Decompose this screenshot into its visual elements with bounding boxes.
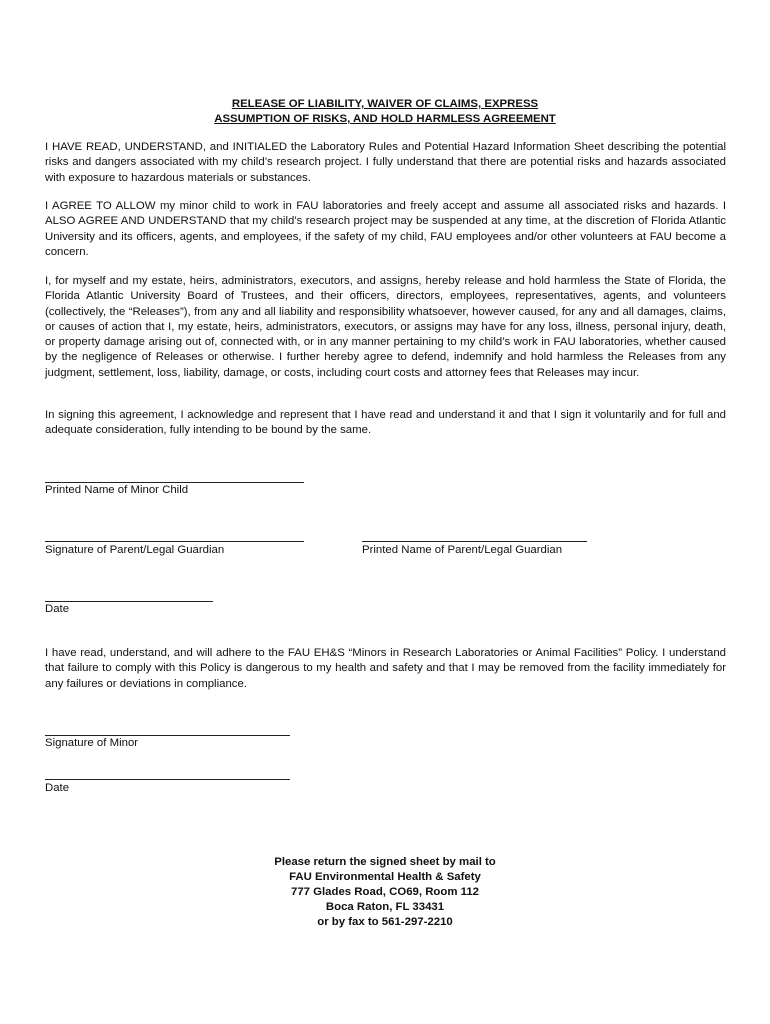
title-line-1: RELEASE OF LIABILITY, WAIVER OF CLAIMS, EXPRESS — [231, 98, 539, 110]
document-title — [45, 97, 725, 127]
paragraph-minor-policy: I have read, understand, and will adhere to the FAU EH&S “Minors in Research Laboratories or Animal Facilities” Policy. I understand that failure to comply with this Policy is dangerous to my health and safety and that I may be removed from the facility immediately for any failures or deviations in compliance. — [45, 647, 726, 690]
paragraph-acknowledgement: In signing this agreement, I acknowledge and represent that I have read and understand it and that I sign it voluntarily and for full and adequate consideration, fully intending to be bound by the same. — [45, 409, 726, 437]
minor-signature-label: Signature of Minor — [45, 737, 139, 749]
title-line-2: ASSUMPTION OF RISKS, AND HOLD HARMLESS AGREEMENT — [214, 113, 556, 125]
guardian-name-label: Printed Name of Parent/Legal Guardian — [362, 544, 563, 556]
guardian-signature-line[interactable] — [45, 541, 304, 542]
paragraph-read-understand: I HAVE READ, UNDERSTAND, and INITIALED the Laboratory Rules and Potential Hazard Information Sheet describing the potential risks and dangers associated with my child’s research project. I fully understand that there are potential risks and hazards associated with exposure to hazardous materials or substances. — [45, 141, 726, 184]
return-city-state-zip: Boca Raton, FL 33431 — [325, 901, 445, 913]
date-line-2[interactable] — [45, 779, 290, 780]
return-street-address: 777 Glades Road, CO69, Room 112 — [290, 886, 480, 898]
date-label-1: Date — [45, 603, 70, 615]
return-instructions-line-1: Please return the signed sheet by mail to — [274, 856, 496, 868]
return-office-name: FAU Environmental Health & Safety — [289, 871, 481, 883]
paragraph-release-liability: I, for myself and my estate, heirs, administrators, executors, and assigns, hereby release and hold harmless the State of Florida, the Florida Atlantic University Board of Trustees, and their officers, directors, employees, representatives, agents, and volunteers (collectively, the “Releases”), from any and all liability and responsibility whatsoever, however caused, for any and all damages, claims, or causes of action that I, my estate, heirs, administrators, executors, or assigns may have for any loss, illness, personal injury, death, or property damage arising out of, connected with, or in any manner pertaining to my child’s work in FAU laboratories, whether caused by the negligence of Releases or otherwise. I further hereby agree to defend, indemnify and hold harmless the Releases from any judgment, settlement, loss, liability, damage, or costs, including court costs and attorney fees that Releases may incur. — [45, 275, 726, 379]
date-line-1[interactable] — [45, 601, 213, 602]
guardian-signature-label: Signature of Parent/Legal Guardian — [45, 544, 225, 556]
minor-child-name-label: Printed Name of Minor Child — [45, 484, 189, 496]
return-instructions — [45, 855, 725, 930]
paragraph-agree-to-allow: I AGREE TO ALLOW my minor child to work in FAU laboratories and freely accept and assume all associated risks and hazards. I ALSO AGREE AND UNDERSTAND that my child’s research project may be suspended at any time, at the discretion of Florida Atlantic University and its officers, agents, and employees, if the safety of my child, FAU employees and/or other volunteers at FAU become a concern. — [45, 200, 726, 258]
return-fax-number: or by fax to 561-297-2210 — [317, 916, 453, 928]
date-label-2: Date — [45, 782, 70, 794]
guardian-name-line[interactable] — [362, 541, 587, 542]
